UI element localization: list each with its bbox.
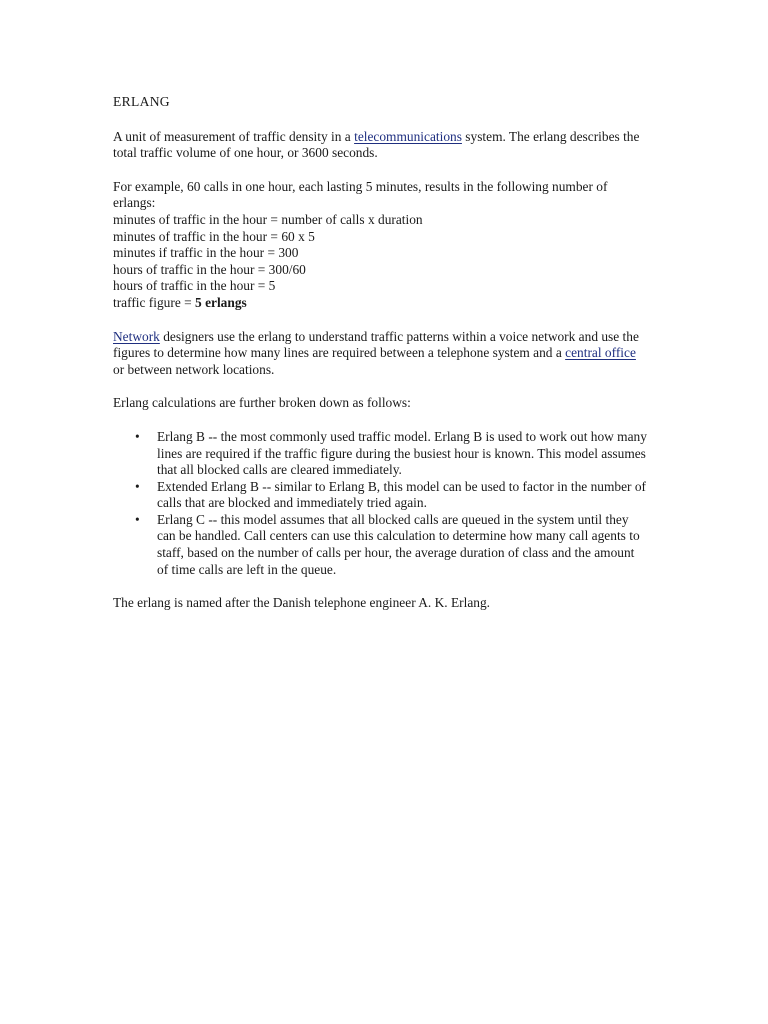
calc-line: hours of traffic in the hour = 5 (113, 278, 276, 294)
telecommunications-link[interactable]: telecommunications (354, 128, 462, 144)
page-title: ERLANG (113, 94, 170, 109)
network-text-end: or between network locations. (113, 361, 275, 377)
list-item (135, 478, 648, 512)
bullet-icon: • (135, 428, 140, 444)
closing-paragraph: The erlang is named after the Danish telephone engineer A. K. Erlang. (113, 595, 491, 611)
intro-paragraph (113, 129, 648, 162)
list-item (135, 511, 648, 578)
list-item (135, 428, 648, 479)
intro-text-before: A unit of measurement of traffic density in a (113, 128, 355, 144)
central-office-link[interactable]: central office (565, 345, 636, 361)
calc-line: minutes of traffic in the hour = number of calls x duration (113, 211, 423, 227)
bullet-icon: • (135, 511, 140, 527)
calc-line: minutes of traffic in the hour = 60 x 5 (113, 228, 315, 244)
network-text-mid: designers use the erlang to understand traffic patterns within a voice network and use the figures to determine how many lines are required between a telephone system and a (113, 328, 639, 361)
calc-line: hours of traffic in the hour = 300/60 (113, 261, 306, 277)
traffic-figure-value: 5 erlangs (195, 294, 247, 310)
network-paragraph (113, 329, 648, 379)
traffic-figure-label: traffic figure = (113, 294, 196, 310)
calculations-lead: Erlang calculations are further broken down as follows: (113, 395, 411, 411)
bullet-icon: • (135, 478, 140, 494)
erlang-model-list (113, 429, 648, 578)
intro-text-after: system. The erlang describes the total traffic volume of one hour, or 3600 seconds. (113, 128, 640, 161)
calc-line: minutes if traffic in the hour = 300 (113, 245, 299, 261)
example-paragraph (113, 179, 648, 312)
list-item-text: Extended Erlang B -- similar to Erlang B, this model can be used to factor in the number of calls that are blocked and immediately tried again. (157, 478, 646, 511)
list-item-text: Erlang B -- the most commonly used traffic model. Erlang B is used to work out how many lines are required if the traffic figure during the busiest hour is known. This model assumes that all blocked calls are cleared immediately. (157, 428, 647, 478)
document-body (113, 94, 648, 629)
example-lead: For example, 60 calls in one hour, each lasting 5 minutes, results in the following number of erlangs: (113, 178, 608, 211)
traffic-figure-line (113, 295, 648, 312)
list-item-text: Erlang C -- this model assumes that all blocked calls are queued in the system until they can be handled. Call centers can use this calculation to determine how many call agents to staff, based on the number of calls per hour, the average duration of class and the amount of time calls are left in the queue. (157, 511, 640, 577)
network-link[interactable]: Network (113, 328, 160, 344)
